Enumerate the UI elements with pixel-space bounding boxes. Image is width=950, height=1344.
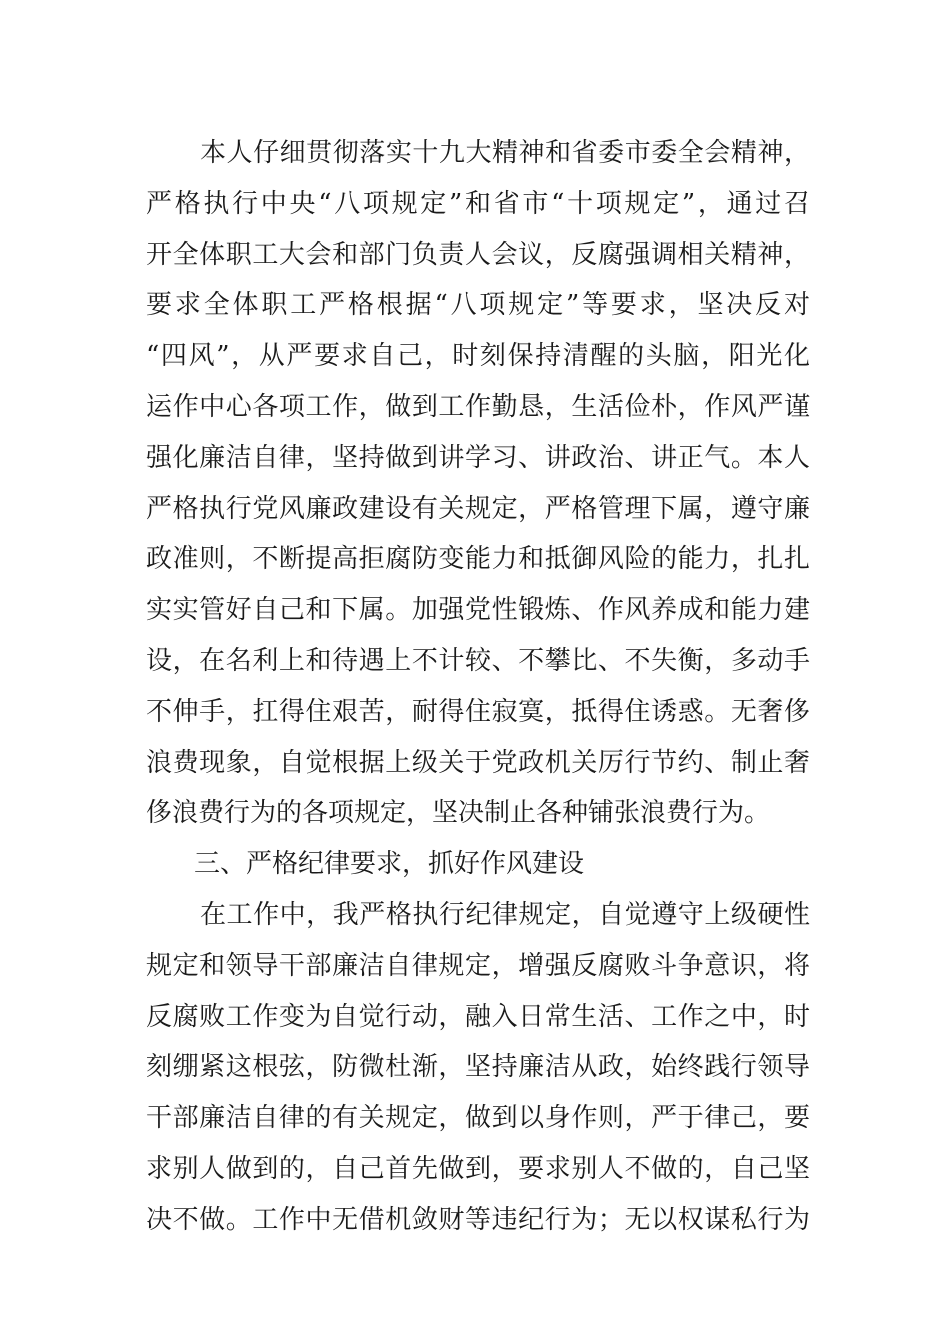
paragraph-discipline: [146, 890, 810, 1246]
heading-text: 三、严格纪律要求，抓好作风建设: [194, 849, 585, 880]
text-line: 实实管好自己和下属。加强党性锻炼、作风养成和能力建: [146, 595, 810, 626]
text-line: 严格执行中央“八项规定”和省市“十项规定”，通过召: [146, 188, 810, 219]
text-line: 政准则，不断提高拒腐防变能力和抵御风险的能力，扎扎: [146, 544, 810, 575]
text-line: 反腐败工作变为自觉行动，融入日常生活、工作之中，时: [146, 1001, 810, 1032]
text-line: 刻绷紧这根弦，防微杜渐，坚持廉洁从政，始终践行领导: [146, 1052, 810, 1083]
text-line: 开全体职工大会和部门负责人会议，反腐强调相关精神，: [146, 239, 810, 270]
text-line: 在工作中，我严格执行纪律规定，自觉遵守上级硬性: [200, 899, 810, 930]
text-line: 规定和领导干部廉洁自律规定，增强反腐败斗争意识，将: [146, 950, 810, 981]
text-line: 运作中心各项工作，做到工作勤恳，生活俭朴，作风严谨: [146, 391, 810, 422]
text-line: 设，在名利上和待遇上不计较、不攀比、不失衡，多动手: [146, 645, 810, 676]
text-line: 本人仔细贯彻落实十九大精神和省委市委全会精神，: [200, 138, 810, 168]
text-line: 不伸手，扛得住艰苦，耐得住寂寞，抵得住诱惑。无奢侈: [146, 696, 810, 727]
section-heading: [146, 839, 810, 890]
text-line: 强化廉洁自律，坚持做到讲学习、讲政治、讲正气。本人: [146, 442, 810, 473]
paragraph-integrity: [146, 128, 810, 839]
text-line: “四风”，从严要求自己，时刻保持清醒的头脑，阳光化: [146, 341, 810, 372]
document-body: [146, 128, 810, 1246]
text-line: 浪费现象，自觉根据上级关于党政机关厉行节约、制止奢: [146, 747, 810, 778]
text-line: 侈浪费行为的各项规定，坚决制止各种铺张浪费行为。: [146, 798, 771, 829]
text-line: 决不做。工作中无借机敛财等违纪行为；无以权谋私行为: [146, 1204, 810, 1235]
text-line: 要求全体职工严格根据“八项规定”等要求，坚决反对: [146, 290, 810, 321]
text-line: 求别人做到的，自己首先做到，要求别人不做的，自己坚: [146, 1153, 810, 1184]
text-line: 干部廉洁自律的有关规定，做到以身作则，严于律己，要: [146, 1103, 810, 1134]
text-line: 严格执行党风廉政建设有关规定，严格管理下属，遵守廉: [146, 493, 810, 524]
